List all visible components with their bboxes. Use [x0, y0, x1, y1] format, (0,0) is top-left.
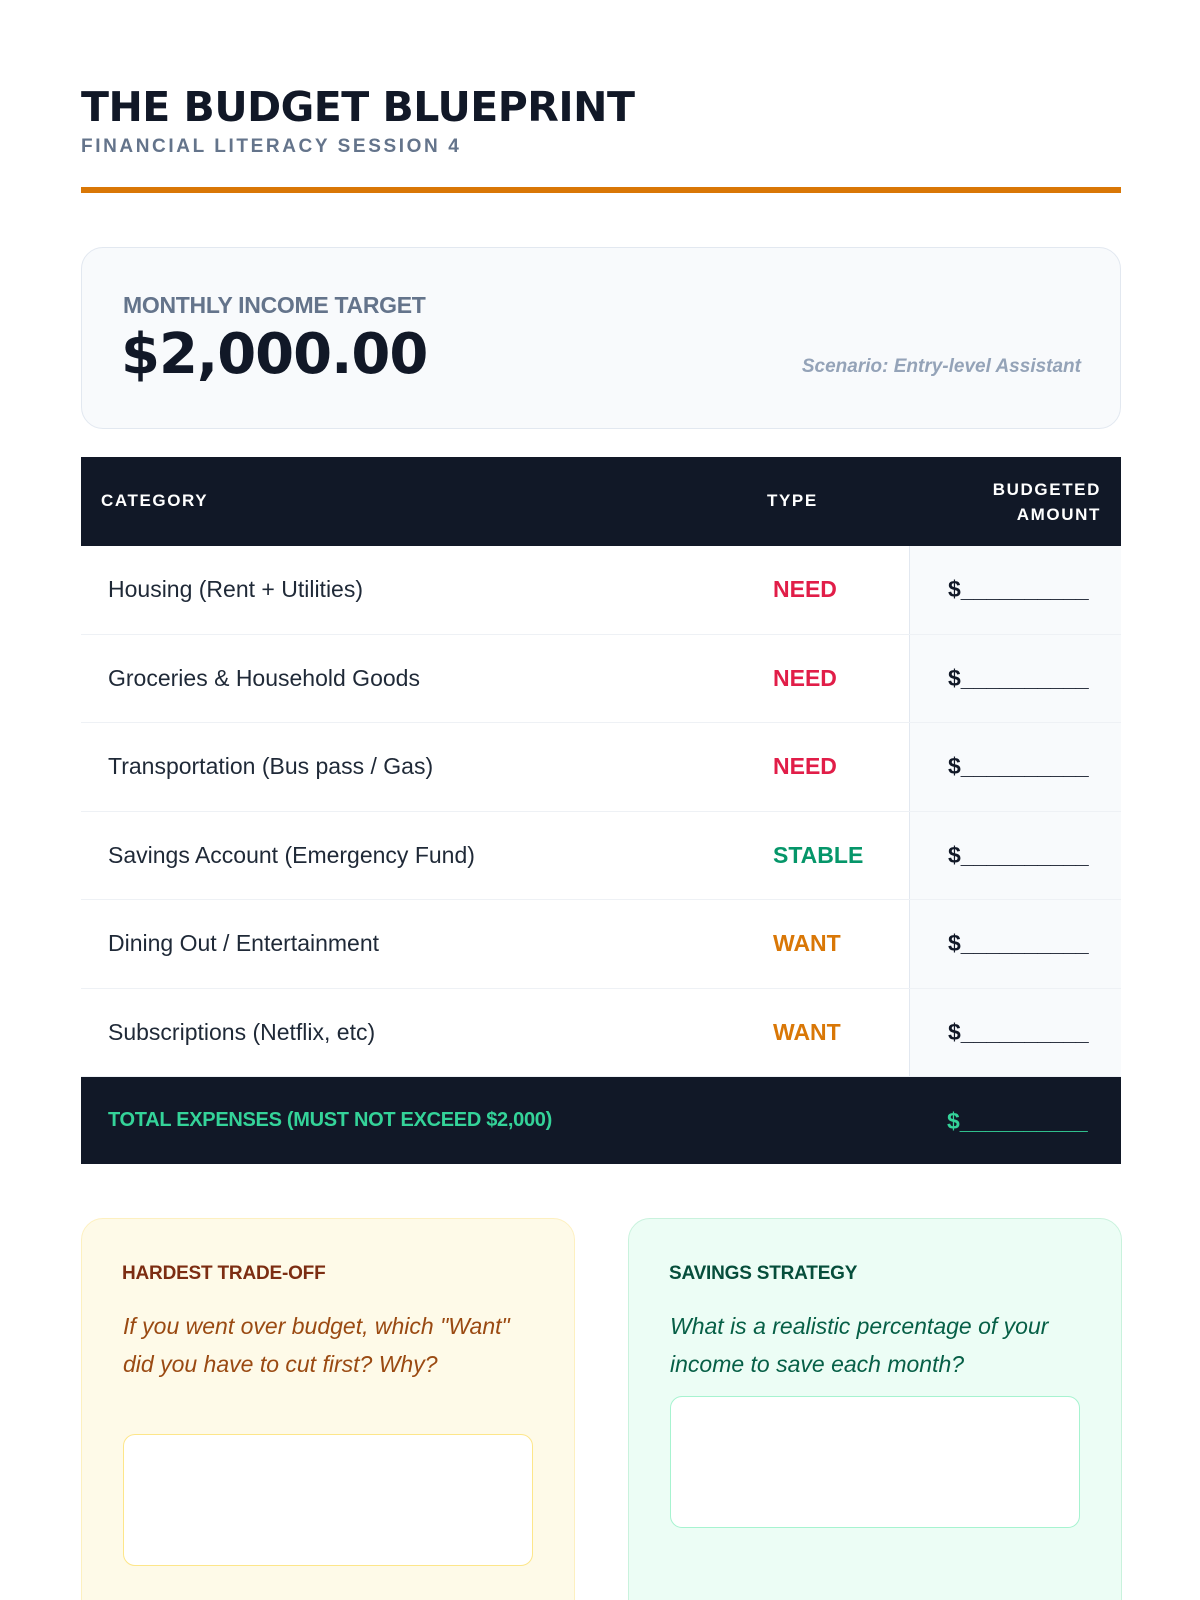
table-body [81, 546, 1121, 1077]
income-card [81, 247, 1121, 429]
row-category: Dining Out / Entertainment [108, 930, 380, 956]
income-value: $2,000.00 [121, 322, 428, 387]
header-type: TYPE [767, 491, 818, 510]
row-amount-cell [909, 900, 1121, 988]
savings-prompt: What is a realistic percentage of your income to save each month? [670, 1313, 1049, 1377]
savings-title: SAVINGS STRATEGY [669, 1263, 858, 1284]
tradeoff-answer-box[interactable] [123, 1434, 533, 1566]
savings-card [628, 1218, 1122, 1600]
row-amount-cell [909, 546, 1121, 634]
row-amount-cell [909, 635, 1121, 723]
row-amount-field[interactable]: $__________ [948, 664, 1089, 691]
row-type-badge: NEED [773, 753, 837, 779]
header-category: CATEGORY [101, 491, 209, 510]
tradeoff-prompt: If you went over budget, which "Want" did you have to cut first? Why? [123, 1313, 510, 1377]
row-type-badge: WANT [773, 1018, 841, 1045]
savings-answer-box[interactable] [670, 1396, 1080, 1528]
tradeoff-card [81, 1218, 575, 1600]
row-category: Transportation (Bus pass / Gas) [108, 753, 434, 779]
row-type-badge: NEED [773, 664, 837, 691]
row-amount-field[interactable]: $__________ [948, 930, 1089, 956]
table-row [81, 989, 1121, 1078]
row-category: Housing (Rent + Utilities) [108, 576, 364, 602]
row-category: Savings Account (Emergency Fund) [108, 841, 475, 868]
header-amount-line2: AMOUNT [1016, 505, 1101, 524]
header-amount-line1: BUDGETED [992, 480, 1101, 499]
table-total-row [81, 1077, 1121, 1164]
row-category: Subscriptions (Netflix, etc) [108, 1018, 376, 1045]
row-amount-field[interactable]: $__________ [948, 576, 1089, 602]
row-amount-cell [909, 723, 1121, 811]
page-subtitle: FINANCIAL LITERACY SESSION 4 [81, 136, 462, 157]
scenario-note: Scenario: Entry-level Assistant [801, 356, 1081, 377]
row-amount-cell [909, 989, 1121, 1077]
table-row [81, 546, 1121, 635]
table-row [81, 635, 1121, 724]
row-type-badge: WANT [773, 930, 841, 956]
row-amount-field[interactable]: $__________ [948, 753, 1089, 779]
row-amount-field[interactable]: $__________ [948, 841, 1089, 868]
row-amount-cell [909, 812, 1121, 900]
row-type-badge: STABLE [773, 841, 864, 868]
table-row [81, 723, 1121, 812]
row-category: Groceries & Household Goods [108, 664, 420, 691]
page-title: THE BUDGET BLUEPRINT [81, 83, 635, 131]
total-amount-field[interactable]: $__________ [947, 1108, 1088, 1134]
budget-table [81, 457, 1121, 1164]
row-amount-field[interactable]: $__________ [948, 1018, 1089, 1045]
income-label: MONTHLY INCOME TARGET [123, 292, 426, 318]
tradeoff-title: HARDEST TRADE-OFF [122, 1263, 326, 1284]
table-header [81, 457, 1121, 546]
header-amount [993, 477, 1101, 527]
table-row [81, 900, 1121, 989]
table-row [81, 812, 1121, 901]
accent-divider [81, 187, 1121, 193]
row-type-badge: NEED [773, 576, 837, 602]
total-label: TOTAL EXPENSES (MUST NOT EXCEED $2,000) [108, 1109, 552, 1131]
